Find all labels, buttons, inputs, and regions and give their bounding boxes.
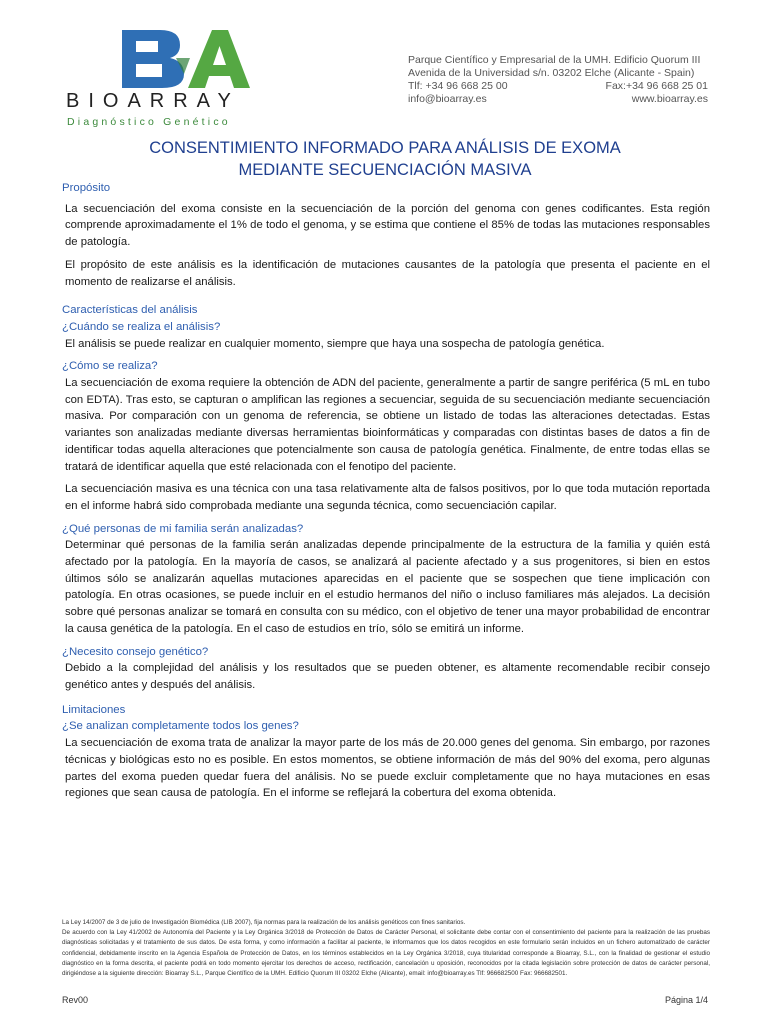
title-line-2: MEDIANTE SECUENCIACIÓN MASIVA bbox=[238, 161, 532, 179]
answer-familia: Determinar qué personas de la familia serán analizadas depende principalmente de la estructura de la familia y quién está afectado por la patología. En la mayoría de casos, se analizará al paciente afectado y a sus progenitores, si bien en estos últimos sólo se analizarán aquellas mutaciones aparecidas en el paciente que se sospechen que tiene implicación con patología. En otras ocasiones, se puede incluir en el estudio hermanos del niño o incluso familiares más alejados. La decisión sobre qué personas analizar se tomará en consulta con su médico, con el objetivo de tener una mayor probabilidad de encontrar la causa genética de la patología. En el caso de estudios en trío, sólo se emitirá un informe. bbox=[65, 539, 710, 635]
email-text: info@bioarray.es bbox=[408, 93, 487, 105]
answer-genes: La secuenciación de exoma trata de analizar la mayor parte de los más de 20.000 genes del genoma. Sin embargo, por razones técnicas y biológicas esto no es posible. En estos momentos, se obtiene información de más del 90% del exoma, pero algunas partes del exoma pueden quedar fuera del análisis. No se puede excluir completamente que no haya mutaciones en esas regiones que sean causa de patología. En el informe se reflejará la cobertura del exoma obtenida. bbox=[65, 737, 710, 800]
page-number: Página 1/4 bbox=[664, 995, 708, 1005]
ba-logo-mark bbox=[120, 28, 250, 90]
question-cuando: ¿Cuándo se realiza el análisis? bbox=[62, 320, 221, 333]
question-genes: ¿Se analizan completamente todos los genes? bbox=[62, 720, 299, 733]
address-line-1: Parque Científico y Empresarial de la UMH. Edificio Quorum III bbox=[408, 54, 701, 66]
document-title bbox=[62, 137, 708, 181]
fax-text: Fax:+34 96 668 25 01 bbox=[605, 80, 708, 92]
answer-cuando: El análisis se puede realizar en cualquier momento, siempre que haya una sospecha de patología genética. bbox=[65, 337, 605, 350]
title-line-1: CONSENTIMIENTO INFORMADO PARA ANÁLISIS DE EXOMA bbox=[149, 139, 621, 157]
revision-label: Rev00 bbox=[62, 995, 89, 1005]
answer-como-paragraph-1: La secuenciación de exoma requiere la obtención de ADN del paciente, generalmente a partir de sangre periférica (5 mL en tubo con EDTA). Tras esto, se capturan o amplifican las regiones a secuenciar, seguida de su secuenciación mediante secuenciación masiva. Por comparación con un genoma de referencia, se obtiene un listado de todas las alteraciones detectadas. Estas variantes son analizadas mediante diversas herramientas bioinformáticas y comparadas con distintas bases de datos a fin de identificar todas aquella alteraciones que potencialmente son causa de patología genética. Finalmente, de entre todas ellas se tratará de identificar aquella que esté relacionada con el fenotipo del paciente. bbox=[65, 377, 710, 473]
footnote-line-2: De acuerdo con la Ley 41/2002 de Autonomía del Paciente y la Ley Orgánica 3/2018 de Protección de Datos de Carácter Personal, el solicitante debe contar con el consentimiento del paciente para la realización de las pruebas diagnósticas solicitadas y el tratamiento de sus datos. De esta forma, y como información a facilitar al paciente, le informamos que los datos recogidos en este formulario serán incluidos en un fichero automatizado de carácter confidencial, debidamente inscrito en la Agencia Española de Protección de Datos, en los términos establecidos en la Ley Orgánica 3/2018, cuya titularidad corresponde a Bioarray, S.L., con la finalidad de gestionar el estudio diagnóstico en la forma descrita, el paciente podrá en todo momento ejercitar los derechos de acceso, rectificación, cancelación u oposición, reconocidos por la citada legislación sobre protección de datos de carácter personal, dirigiéndose a la siguiente dirección: Bioarray S.L., Parque Científico de la UMH. Edificio Quorum III 03202 Elche (Alicante), email: info@bioarray.es Tlf: 966682500 Fax: 966682501. bbox=[62, 929, 710, 978]
legal-footnote bbox=[62, 918, 710, 979]
bioarray-wordmark: BIOARRAY bbox=[66, 90, 240, 112]
answer-consejo: Debido a la complejidad del análisis y los resultados que se pueden obtener, es altamente recomendable recibir consejo genético antes y después del análisis. bbox=[65, 662, 710, 691]
proposito-paragraph-2: El propósito de este análisis es la identificación de mutaciones causantes de la patología que presenta el paciente en el momento de realizarse el análisis. bbox=[65, 258, 710, 288]
bioarray-logo bbox=[62, 24, 282, 134]
question-como: ¿Cómo se realiza? bbox=[62, 360, 158, 373]
section-heading-limitaciones: Limitaciones bbox=[62, 703, 126, 716]
phone-text: Tlf: +34 96 668 25 00 bbox=[408, 80, 508, 92]
footnote-line-1: La Ley 14/2007 de 3 de julio de Investigación Biomédica (LIB 2007), fija normas para la realización de los análisis genéticos con fines sanitarios. bbox=[62, 919, 466, 926]
section-heading-caracteristicas: Características del análisis bbox=[62, 304, 198, 317]
section-heading-proposito: Propósito bbox=[62, 182, 111, 194]
question-familia: ¿Qué personas de mi familia serán analizadas? bbox=[62, 522, 304, 535]
website-text: www.bioarray.es bbox=[631, 93, 708, 105]
document-body bbox=[62, 180, 710, 802]
header-contact-info bbox=[408, 54, 708, 106]
address-line-2: Avenida de la Universidad s/n. 03202 Elche (Alicante - Spain) bbox=[408, 67, 695, 79]
question-consejo: ¿Necesito consejo genético? bbox=[62, 645, 209, 658]
bioarray-subtitle: Diagnóstico Genético bbox=[67, 116, 231, 128]
answer-como-paragraph-2: La secuenciación masiva es una técnica con una tasa relativamente alta de falsos positivos, por lo que toda mutación reportada en el informe habrá sido comprobada mediante una segunda técnica, como secuenciación capilar. bbox=[65, 483, 710, 512]
proposito-paragraph-1: La secuenciación del exoma consiste en la secuenciación de la porción del genoma con genes codificantes. Esta región comprende aproximadamente el 1% de todo el genoma, y se estima que contiene el 85% de todas las mutaciones responsables de patología. bbox=[65, 202, 710, 249]
